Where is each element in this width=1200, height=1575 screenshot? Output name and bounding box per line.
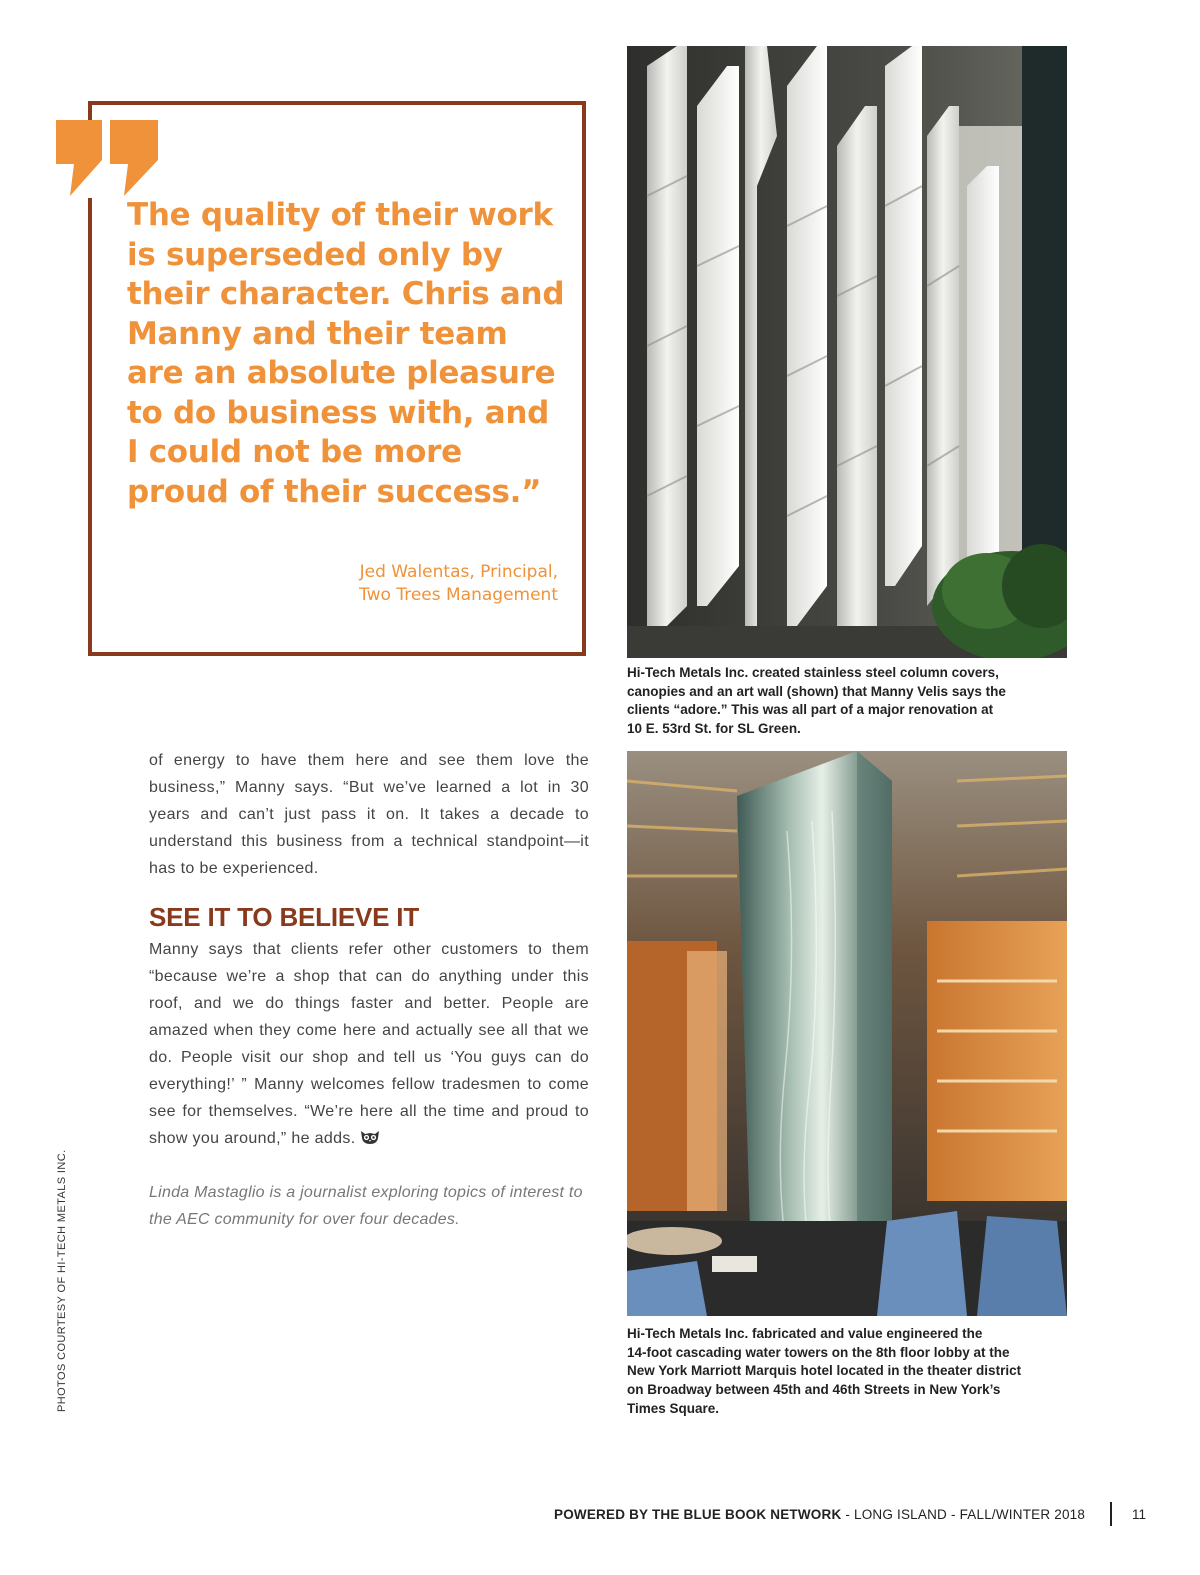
article-paragraph-text: Manny says that clients refer other customers to them “because we’re a shop that can do anything under this roof, and we do things faster and better. People are amazed when they come here and actually see all that we do. People visit our shop and tell us ‘You guys can do everything!’ ” Manny welcomes fellow tradesmen to come see for themselves. “We’re here all the time and proud to show you around,” he adds. [149,941,589,1147]
section-heading: SEE IT TO BELIEVE IT [149,902,420,932]
author-bio: Linda Mastaglio is a journalist exploring topics of interest to the AEC community for over four decades. [149,1184,583,1228]
caption-line: 10 E. 53rd St. for SL Green. [627,721,801,737]
publication-name: POWERED BY THE BLUE BOOK NETWORK [554,1507,842,1522]
caption-line: 14-foot cascading water towers on the 8th floor lobby at the [627,1344,1010,1360]
photo-credit: PHOTOS COURTESY OF HI-TECH METALS INC. [56,1149,68,1412]
pull-quote-attribution [300,561,558,607]
caption-line: Hi-Tech Metals Inc. created stainless steel column covers, [627,665,999,680]
article-paragraph [149,936,589,1154]
footer-divider [1110,1502,1112,1526]
caption-line: canopies and an art wall (shown) that Manny Velis says the [627,683,1006,699]
page-footer [554,1507,1085,1522]
caption-line: Times Square. [627,1400,720,1416]
edition-info: - LONG ISLAND - FALL/WINTER 2018 [841,1507,1086,1522]
water-tower-photo [627,751,1067,1316]
page-number: 11 [1132,1507,1147,1522]
photo2-caption [627,1325,1067,1419]
attribution-company: Two Trees Management [359,585,558,605]
quote-mark-icon [52,120,162,198]
article-paragraph: of energy to have them here and see them love the business,” Manny says. “But we’ve learned a lot in 30 years and can’t just pass it on. It takes a decade to understand this business from a technical standpoint—it has to be experienced. [149,752,589,877]
caption-line: New York Marriott Marquis hotel located in the theater district [627,1363,1022,1379]
caption-line: clients “adore.” This was all part of a major renovation at [627,702,994,718]
attribution-name: Jed Walentas, Principal, [359,562,558,582]
pull-quote-text: The quality of their work is superseded only by their character. Chris and Manny and their team are an absolute pleasure to do business with, and I could not be more proud of their success.” [127,197,565,510]
caption-line: on Broadway between 45th and 46th Streets in New York’s [627,1382,1001,1398]
photo1-caption [627,664,1067,739]
art-wall-photo [627,46,1067,658]
owl-end-mark-icon [360,1127,380,1154]
caption-line: Hi-Tech Metals Inc. fabricated and value engineered the [627,1326,983,1341]
